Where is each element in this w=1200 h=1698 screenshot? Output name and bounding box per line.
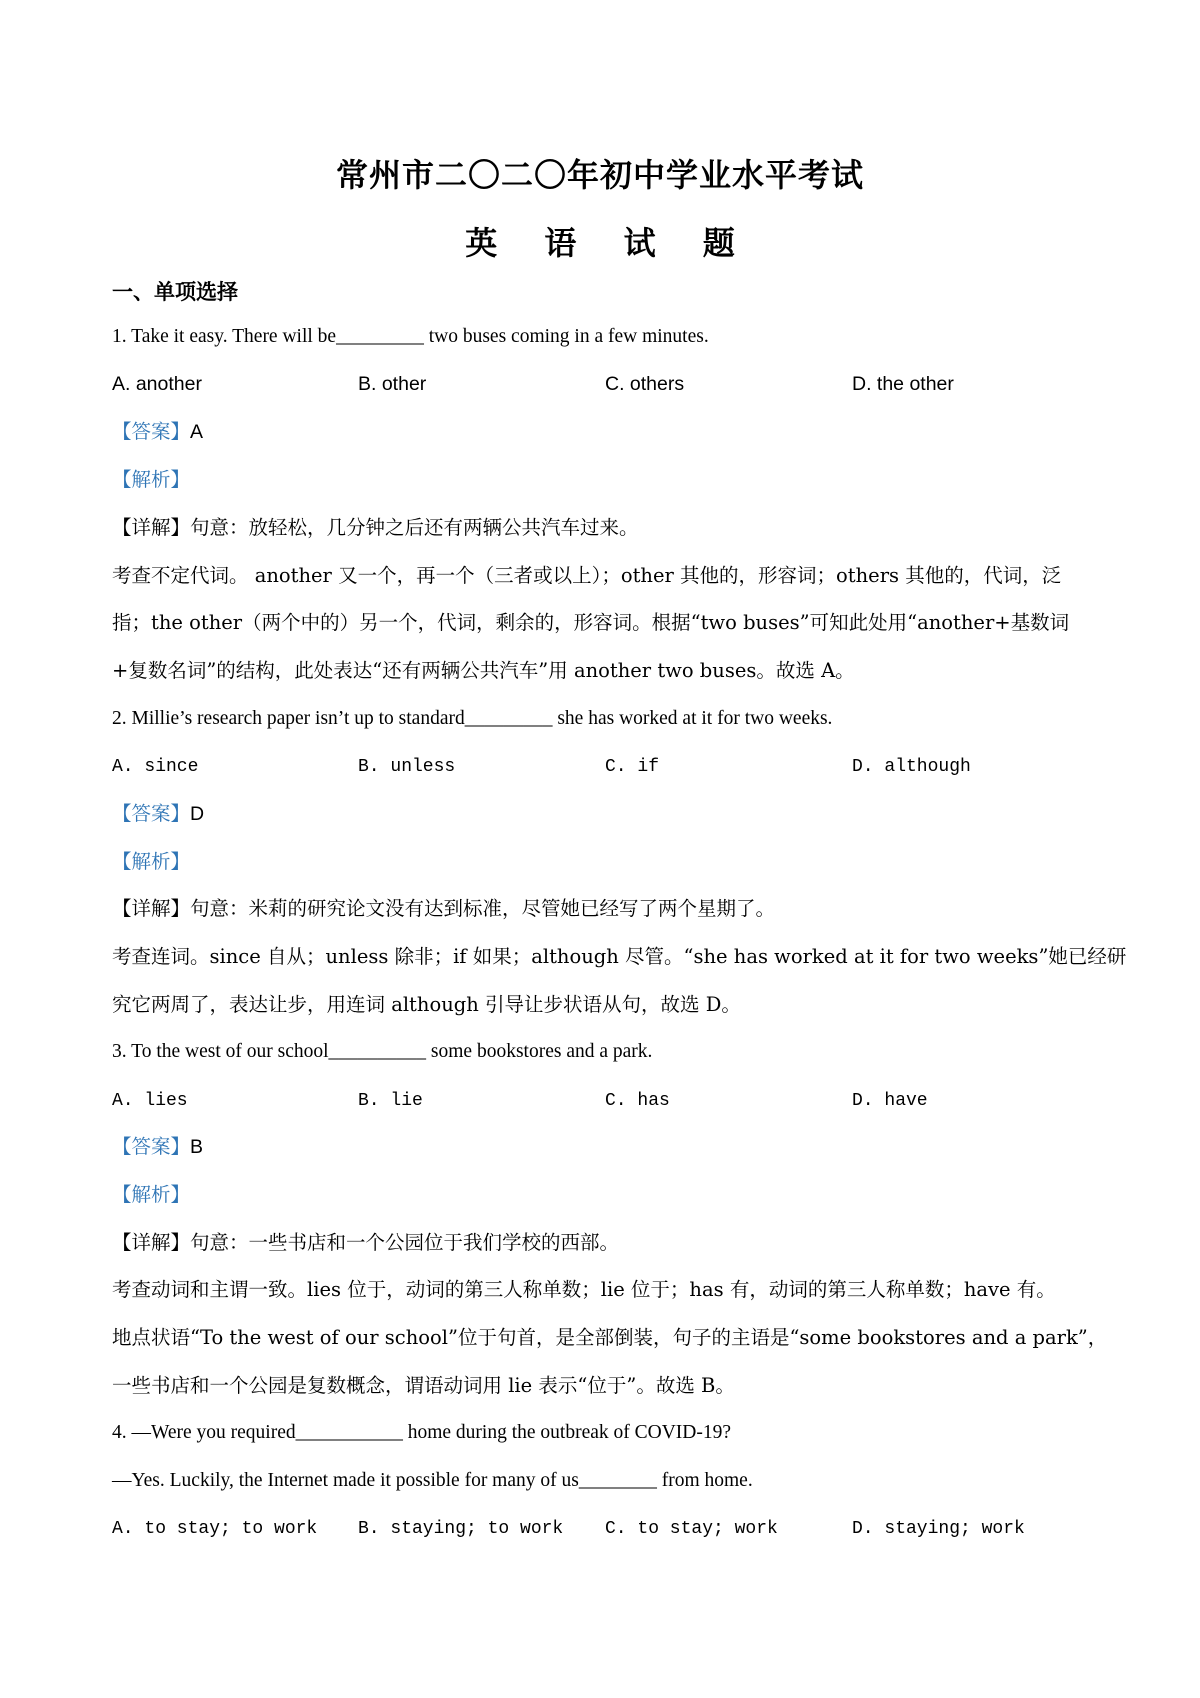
q2-explanation-line-1: 考查连词。since 自从；unless 除非；if 如果；although 尽管。“she has worked at it for two weeks”她已经研 — [112, 945, 1127, 968]
question-3-stem: 3. To the west of our school__________ some bookstores and a park. — [112, 1041, 653, 1062]
answer-value: A — [190, 421, 204, 443]
q2-option-b: B. unless — [358, 757, 456, 777]
q3-option-a: A. lies — [112, 1091, 188, 1111]
q2-analysis-tag: 【解析】 — [112, 850, 191, 873]
q1-option-d: D. the other — [852, 373, 954, 395]
q2-explanation-line-2: 究它两周了，表达让步，用连词 although 引导让步状语从句，故选 D。 — [112, 993, 741, 1016]
question-2-stem: 2. Millie’s research paper isn’t up to standard_________ she has worked at it for two weeks. — [112, 708, 833, 729]
answer-value: B — [190, 1136, 204, 1158]
q1-option-a: A. another — [112, 373, 202, 395]
q1-option-c: C. others — [605, 373, 685, 395]
q3-explanation-line-3: 一些书店和一个公园是复数概念，谓语动词用 lie 表示“位于”。故选 B。 — [112, 1374, 735, 1397]
answer-tag: 【答案】 — [112, 1135, 191, 1158]
q2-answer — [112, 800, 204, 829]
q3-answer — [112, 1133, 203, 1162]
q3-option-c: C. has — [605, 1091, 670, 1111]
q4-option-d: D. staying; work — [852, 1519, 1025, 1539]
q1-detail: 【详解】句意：放轻松，几分钟之后还有两辆公共汽车过来。 — [112, 516, 639, 539]
q3-analysis-tag: 【解析】 — [112, 1183, 191, 1206]
q1-answer — [112, 418, 203, 447]
answer-tag: 【答案】 — [112, 802, 191, 825]
answer-value: D — [190, 803, 205, 825]
q4-option-c: C. to stay; work — [605, 1519, 778, 1539]
q2-option-a: A. since — [112, 757, 199, 777]
q2-option-d: D. although — [852, 757, 971, 777]
q4-option-a: A. to stay; to work — [112, 1519, 318, 1539]
q1-explanation-line-1: 考查不定代词。 another 又一个，再一个（三者或以上）；other 其他的，形容词；others 其他的，代词，泛 — [112, 564, 1062, 587]
q3-detail: 【详解】句意：一些书店和一个公园位于我们学校的西部。 — [112, 1231, 620, 1254]
answer-tag: 【答案】 — [112, 420, 191, 443]
question-4-stem-reply: —Yes. Luckily, the Internet made it possible for many of us________ from home. — [112, 1470, 753, 1491]
question-4-stem: 4. —Were you required___________ home during the outbreak of COVID-19? — [112, 1422, 732, 1443]
exam-title: 常州市二〇二〇年初中学业水平考试 — [335, 156, 864, 194]
q2-detail: 【详解】句意：米莉的研究论文没有达到标准，尽管她已经写了两个星期了。 — [112, 897, 776, 920]
q3-option-d: D. have — [852, 1091, 928, 1111]
q1-explanation-line-2: 指；the other（两个中的）另一个，代词，剩余的，形容词。根据“two buses”可知此处用“another+基数词 — [112, 611, 1070, 634]
q3-explanation-line-2: 地点状语“To the west of our school”位于句首，是全部倒装，句子的主语是“some bookstores and a park”， — [112, 1326, 1108, 1349]
exam-subtitle: 英 语 试 题 — [465, 224, 753, 262]
q2-option-c: C. if — [605, 757, 660, 777]
q4-option-b: B. staying; to work — [358, 1519, 564, 1539]
section-heading: 一、单项选择 — [112, 280, 238, 304]
q1-analysis-tag: 【解析】 — [112, 468, 191, 491]
q1-explanation-line-3: +复数名词”的结构，此处表达“还有两辆公共汽车”用 another two buses。故选 A。 — [112, 659, 855, 682]
q3-explanation-line-1: 考查动词和主谓一致。lies 位于，动词的第三人称单数；lie 位于；has 有，动词的第三人称单数；have 有。 — [112, 1278, 1056, 1301]
q1-option-b: B. other — [358, 373, 427, 395]
question-1-stem: 1. Take it easy. There will be_________ two buses coming in a few minutes. — [112, 326, 709, 347]
q3-option-b: B. lie — [358, 1091, 423, 1111]
